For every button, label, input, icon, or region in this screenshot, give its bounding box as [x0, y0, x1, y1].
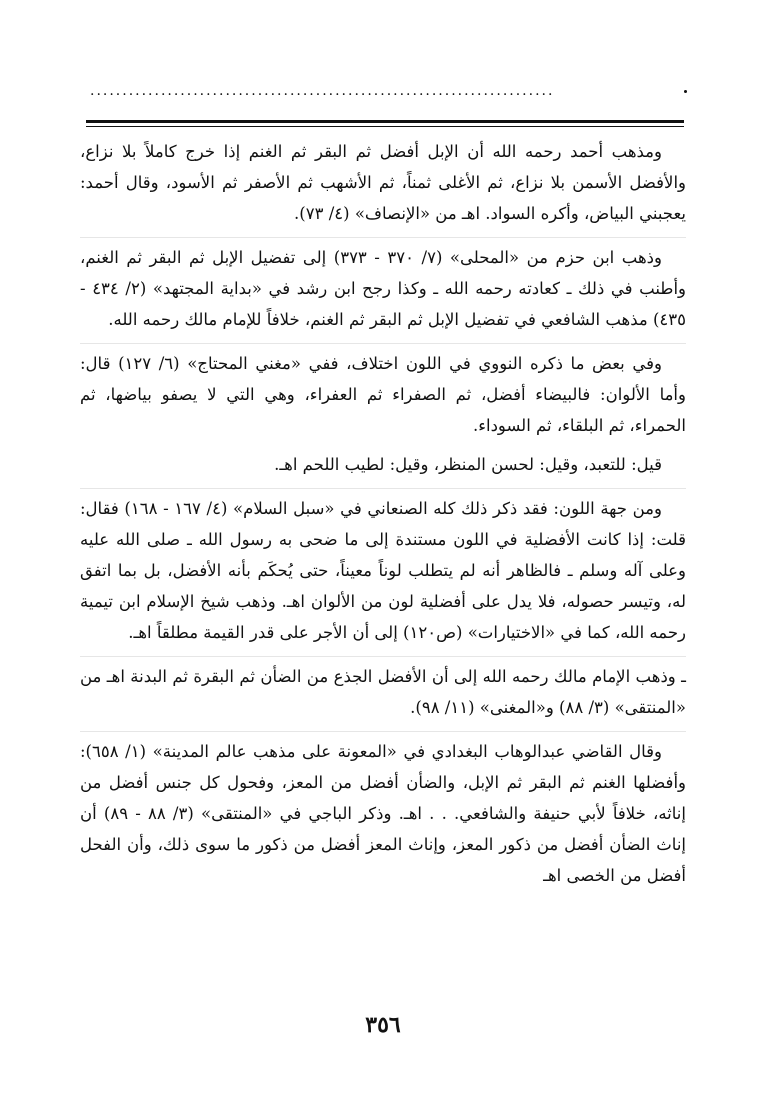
page-number: ٣٥٦: [365, 1012, 401, 1038]
paragraph-1: ومذهب أحمد رحمه الله أن الإبل أفضل ثم البقر ثم الغنم إذا خرج كاملاً بلا نزاع، والأفضل الأسمن بلا نزاع، ثم الأغلى ثمناً، ثم الأشهب ثم الأصفر ثم الأسود، وقال أحمد: يعجبني البياض، وأكره السواد. اهـ من «الإنصاف» (٤/ ٧٣).: [80, 142, 686, 223]
header-dot-mark: [684, 90, 687, 93]
paragraph-7: وقال القاضي عبدالوهاب البغدادي في «المعونة على مذهب عالم المدينة» (١/ ٦٥٨): وأفضلها الغنم ثم البقر ثم الإبل، والضأن أفضل من المعز، وفحول كل جنس أفضل من إناثه، خلافاً لأبي حنيفة والشافعي. . . اهـ. وذكر الباجي في «المنتقى» (٣/ ٨٨ - ٨٩) أن إناث الضأن أفضل من ذكور المعز، وإناث المعز أفضل من ذكور ما سوى ذلك، وأن الفحل أفضل من الخصى اهـ: [80, 731, 686, 891]
paragraph-5: ومن جهة اللون: فقد ذكر ذلك كله الصنعاني في «سبل السلام» (٤/ ١٦٧ - ١٦٨) فقال: قلت: إذا كانت الأفضلية في اللون مستندة إلى ما ضحى به رسول الله ـ صلى الله عليه وعلى آله وسلم ـ فالظاهر أنه لم يتطلب لوناً معيناً، حتى يُحكَم بأنه الأفضل، بل بما اتفق له، وتيسر حصوله، فلا يدل على أفضلية لون من الألوان اهـ. وذهب شيخ الإسلام ابن تيمية رحمه الله، كما في «الاختيارات» (ص١٢٠) إلى أن الأجر على قدر القيمة مطلقاً اهـ.: [80, 488, 686, 648]
paragraph-4: قيل: للتعبد، وقيل: لحسن المنظر، وقيل: لطيب اللحم اهـ.: [274, 455, 662, 474]
page-body: [80, 136, 686, 899]
header-rule-thick: [86, 120, 684, 123]
paragraph-2: وذهب ابن حزم من «المحلى» (٧/ ٣٧٠ - ٣٧٣) إلى تفضيل الإبل ثم البقر ثم الغنم، وأطنب في ذلك ـ كعادته رحمه الله ـ وكذا رجح ابن رشد في «بداية المجتهد» (٢/ ٤٣٤ - ٤٣٥) مذهب الشافعي في تفضيل الإبل ثم البقر ثم الغنم، خلافاً للإمام مالك رحمه الله.: [80, 237, 686, 335]
header-dotted-line: ........................................................................: [90, 84, 555, 98]
paragraph-6: ـ وذهب الإمام مالك رحمه الله إلى أن الأفضل الجذع من الضأن ثم البقرة ثم البدنة اهـ من «المنتقى» (٣/ ٨٨) و«المغنى» (١١/ ٩٨).: [80, 656, 686, 723]
paragraph-3: وفي بعض ما ذكره النووي في اللون اختلاف، ففي «مغني المحتاج» (٦/ ١٢٧) قال: وأما الألوان: فالبيضاء أفضل، ثم الصفراء ثم العفراء، وهي التي لا يصفو بياضها، ثم الحمراء، ثم البلقاء، ثم السوداء.: [80, 343, 686, 441]
header-rule-thin: [86, 126, 684, 127]
